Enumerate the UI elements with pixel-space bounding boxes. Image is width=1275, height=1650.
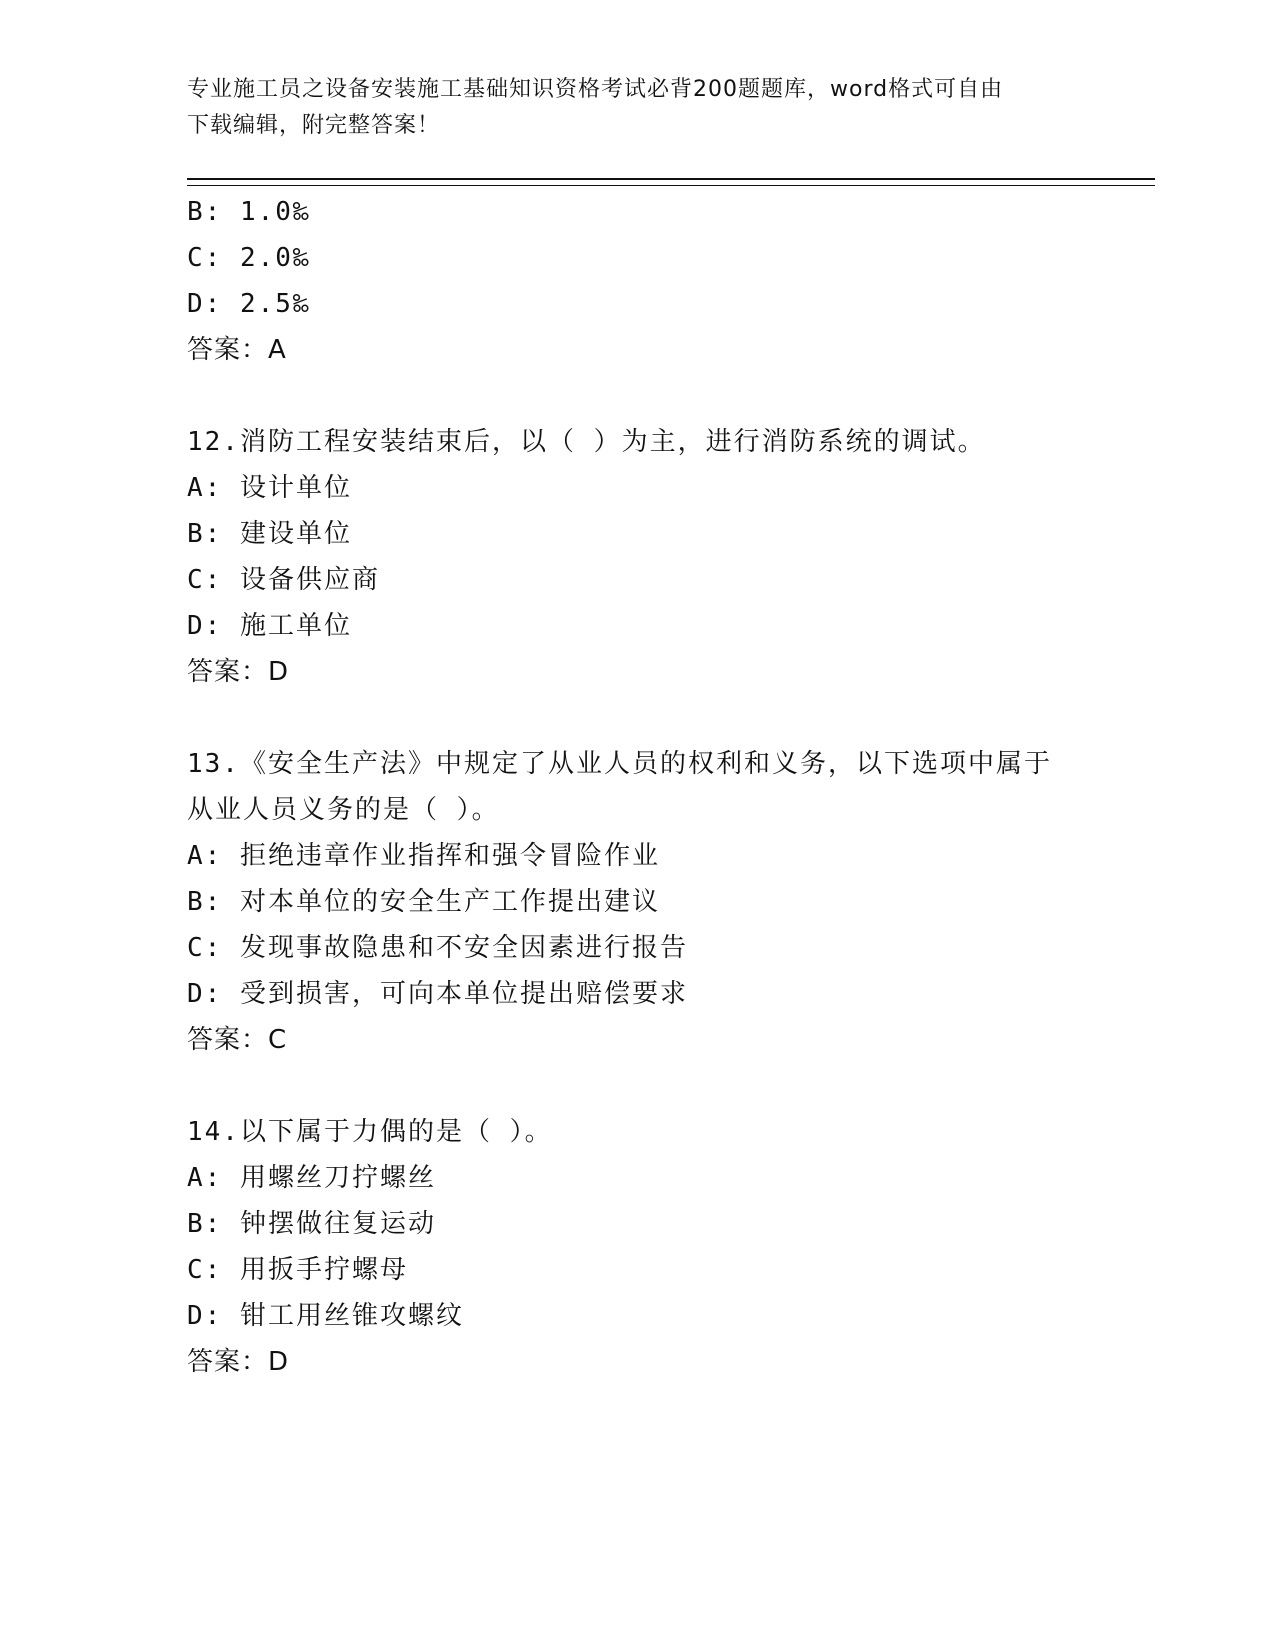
document-header [187, 72, 1087, 144]
option-d: D: 施工单位 [187, 611, 352, 641]
option-c: C: 2.0‰ [187, 243, 311, 273]
option-c: C: 发现事故隐患和不安全因素进行报告 [187, 933, 688, 963]
question-text-line-2: 从业人员义务的是（ ）。 [187, 795, 500, 825]
answer-line: 答案：A [187, 335, 287, 365]
option-a: A: 用螺丝刀拧螺丝 [187, 1163, 436, 1193]
answer-line: 答案：D [187, 1347, 290, 1377]
question-13 [187, 741, 1087, 1063]
question-14 [187, 1109, 1087, 1385]
question-list [187, 189, 1087, 1385]
option-b: B: 1.0‰ [187, 197, 311, 227]
option-d: D: 钳工用丝锥攻螺纹 [187, 1301, 464, 1331]
option-c: C: 用扳手拧螺母 [187, 1255, 408, 1285]
option-a: A: 设计单位 [187, 473, 352, 503]
option-b: B: 对本单位的安全生产工作提出建议 [187, 887, 660, 917]
question-text-line-1: 13.《安全生产法》中规定了从业人员的权利和义务，以下选项中属于 [187, 749, 1052, 779]
header-line-1: 专业施工员之设备安装施工基础知识资格考试必背200题题库，word格式可自由 [187, 77, 1004, 102]
option-b: B: 建设单位 [187, 519, 352, 549]
answer-line: 答案：C [187, 1025, 288, 1055]
option-b: B: 钟摆做往复运动 [187, 1209, 436, 1239]
answer-line: 答案：D [187, 657, 290, 687]
question-text: 14.以下属于力偶的是（ ）。 [187, 1117, 553, 1147]
question-text: 12.消防工程安装结束后，以（ ）为主，进行消防系统的调试。 [187, 427, 986, 457]
option-d: D: 受到损害，可向本单位提出赔偿要求 [187, 979, 688, 1009]
option-a: A: 拒绝违章作业指挥和强令冒险作业 [187, 841, 660, 871]
question-12 [187, 419, 1087, 695]
prev-question-tail [187, 189, 1087, 373]
option-c: C: 设备供应商 [187, 565, 380, 595]
header-divider [187, 178, 1155, 186]
option-d: D: 2.5‰ [187, 289, 311, 319]
header-line-2: 下载编辑，附完整答案！ [187, 113, 441, 138]
